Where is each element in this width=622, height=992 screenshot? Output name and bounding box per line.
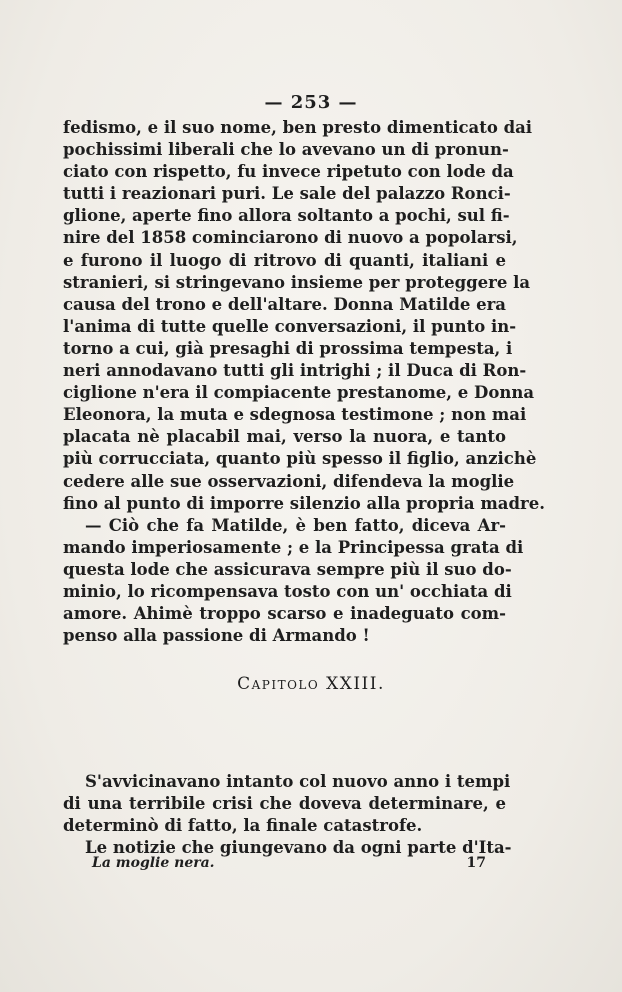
signature-mark: 17 xyxy=(466,855,486,871)
text-line: determinò di fatto, la finale catastrofe. xyxy=(63,816,423,836)
text-line: penso alla passione di Armando ! xyxy=(63,626,370,646)
text-line: minio, lo ricompensava tosto con un' occhiata di xyxy=(63,581,512,601)
page-number: — 253 — xyxy=(264,92,358,113)
text-line: Eleonora, la muta e sdegnosa testimone ; non mai xyxy=(63,405,527,425)
text-block-2 xyxy=(63,771,512,859)
text-line: di una terribile crisi che doveva determinare, e xyxy=(63,794,506,814)
book-title: La moglie nera. xyxy=(92,855,215,871)
text-line: e furono il luogo di ritrovo di quanti, italiani e xyxy=(63,250,506,270)
text-line: fino al punto di imporre silenzio alla propria madre. xyxy=(63,493,545,513)
text-line: cedere alle sue osservazioni, difendeva la moglie xyxy=(63,471,515,491)
text-line: S'avvicinavano intanto col nuovo anno i tempi xyxy=(85,772,511,791)
text-line: ciato con rispetto, fu invece ripetuto con lode da xyxy=(63,162,514,182)
text-line: causa del trono e dell'altare. Donna Matilde era xyxy=(63,294,506,314)
text-line: questa lode che assicurava sempre più il suo do- xyxy=(63,559,512,579)
text-line: placata nè placabil mai, verso la nuora, e tanto xyxy=(63,427,506,447)
text-line: stranieri, si stringevano insieme per proteggere la xyxy=(63,272,531,292)
chapter-heading: Capitolo XXIII. xyxy=(237,674,385,694)
text-line: mando imperiosamente ; e la Principessa grata di xyxy=(63,537,524,557)
text-line: glione, aperte fino allora soltanto a pochi, sul fi- xyxy=(63,206,510,226)
text-line: nire del 1858 cominciarono di nuovo a popolarsi, xyxy=(63,228,518,248)
text-line: fedismo, e il suo nome, ben presto dimenticato dai xyxy=(63,118,533,137)
text-line: l'anima di tutte quelle conversazioni, il punto in- xyxy=(63,316,517,336)
text-line: tutti i reazionari puri. Le sale del palazzo Ronci- xyxy=(63,184,511,204)
text-line: neri annodavano tutti gli intrighi ; il Duca di Ron- xyxy=(63,361,527,381)
text-line: ciglione n'era il compiacente prestanome, e Donna xyxy=(63,383,535,403)
text-line: — Ciò che fa Matilde, è ben fatto, diceva Ar- xyxy=(85,515,506,535)
text-line: Le notizie che giungevano da ogni parte d'Ita- xyxy=(85,838,512,858)
text-line: pochissimi liberali che lo avevano un di pronun- xyxy=(63,140,509,160)
text-block-1 xyxy=(63,117,545,647)
page-footer xyxy=(92,855,486,871)
text-line: amore. Ahimè troppo scarso e inadeguato com- xyxy=(63,604,506,624)
text-line: torno a cui, già presaghi di prossima tempesta, i xyxy=(63,338,513,358)
text-line: più corrucciata, quanto più spesso il figlio, anzichè xyxy=(63,449,537,469)
